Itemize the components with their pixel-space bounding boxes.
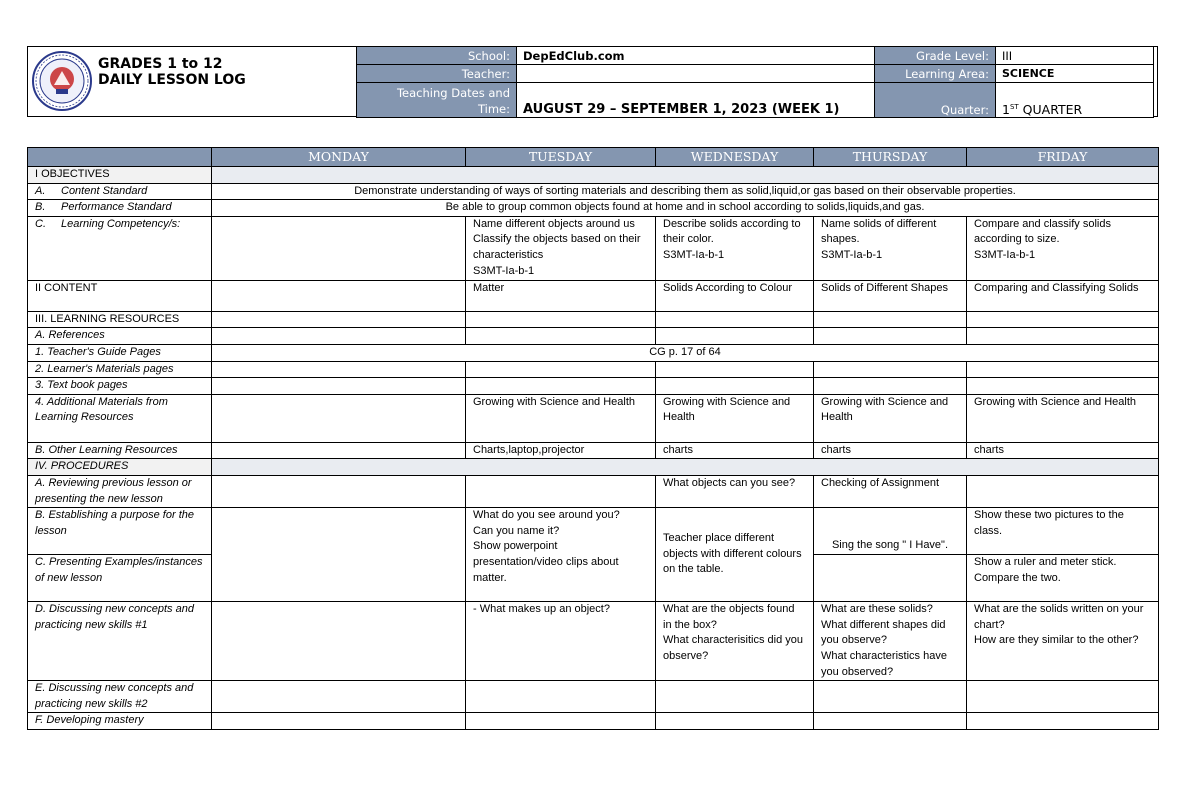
day-tuesday: TUESDAY <box>466 148 656 167</box>
cell-empty <box>466 311 656 328</box>
lesson-log-header <box>27 46 1158 117</box>
learning-resources-label: III. LEARNING RESOURCES <box>28 311 212 328</box>
textbook-pages-label: 3. Text book pages <box>28 378 212 395</box>
learning-competency-letter: C. <box>35 217 46 230</box>
cell-empty <box>814 361 967 378</box>
cell-empty <box>814 713 967 730</box>
procedures-section-fill <box>212 459 1159 476</box>
day-monday: MONDAY <box>212 148 466 167</box>
learning-area-value: SCIENCE <box>996 65 1154 83</box>
cell-empty <box>656 361 814 378</box>
performance-standard-label <box>28 200 212 217</box>
proc-b-friday: Show these two pictures to the class. <box>967 508 1159 555</box>
objectives-section-fill <box>212 167 1159 184</box>
procedures-section-label: IV. PROCEDURES <box>28 459 212 476</box>
cell-empty <box>466 681 656 713</box>
additional-thursday: Growing with Science and Health <box>814 394 967 442</box>
grade-level-value: III <box>996 47 1154 65</box>
header-info-table <box>356 46 1154 118</box>
content-tuesday: Matter <box>466 280 656 311</box>
additional-tuesday: Growing with Science and Health <box>466 394 656 442</box>
table-row <box>28 361 1159 378</box>
quarter-label: Quarter: <box>875 83 996 118</box>
cell-empty <box>466 378 656 395</box>
cell-empty <box>967 378 1159 395</box>
cell-empty <box>967 681 1159 713</box>
cell-empty <box>656 378 814 395</box>
proc-c-friday: Show a ruler and meter stick. Compare the two. <box>967 555 1159 602</box>
cell-empty <box>466 328 656 345</box>
cell-empty <box>814 378 967 395</box>
content-thursday: Solids of Different Shapes <box>814 280 967 311</box>
quarter-value <box>996 83 1154 118</box>
proc-e-label: E. Discussing new concepts and practicing new skills #2 <box>28 681 212 713</box>
competency-wednesday: Describe solids according to their color. S3MT-Ia-b-1 <box>656 216 814 280</box>
proc-a-friday <box>967 475 1159 507</box>
cell-empty <box>814 681 967 713</box>
table-row <box>28 378 1159 395</box>
document-title <box>98 56 246 88</box>
other-tuesday: Charts,laptop,projector <box>466 442 656 459</box>
cell-empty <box>967 328 1159 345</box>
table-row <box>28 681 1159 713</box>
proc-f-label: F. Developing mastery <box>28 713 212 730</box>
content-standard-text: Content Standard <box>61 184 148 197</box>
day-friday: FRIDAY <box>967 148 1159 167</box>
additional-wednesday: Growing with Science and Health <box>656 394 814 442</box>
proc-a-monday <box>212 475 466 507</box>
table-row <box>28 394 1159 442</box>
other-thursday: charts <box>814 442 967 459</box>
learners-materials-label: 2. Learner's Materials pages <box>28 361 212 378</box>
table-row <box>28 216 1159 280</box>
cell-empty <box>212 328 466 345</box>
title-line-2: DAILY LESSON LOG <box>98 72 246 88</box>
proc-a-label: A. Reviewing previous lesson or presenting the new lesson <box>28 475 212 507</box>
teaching-dates-value: AUGUST 29 – SEPTEMBER 1, 2023 (WEEK 1) <box>517 83 875 118</box>
content-monday <box>212 280 466 311</box>
proc-d-monday <box>212 602 466 681</box>
references-label: A. References <box>28 328 212 345</box>
cell-empty <box>656 681 814 713</box>
cell-empty <box>656 328 814 345</box>
teaching-dates-label-line2: Time: <box>477 102 510 116</box>
table-row <box>28 311 1159 328</box>
performance-standard-text: Performance Standard <box>61 201 172 214</box>
content-standard-value: Demonstrate understanding of ways of sorting materials and describing them as solid,liquid,or gas based on their observable properties. <box>212 183 1159 200</box>
performance-standard-letter: B. <box>35 201 46 214</box>
cell-empty <box>656 713 814 730</box>
proc-c-label: C. Presenting Examples/instances of new lesson <box>28 555 212 602</box>
additional-friday: Growing with Science and Health <box>967 394 1159 442</box>
cell-empty <box>212 713 466 730</box>
table-row <box>28 475 1159 507</box>
table-row <box>28 602 1159 681</box>
table-row <box>28 328 1159 345</box>
proc-a-tuesday <box>466 475 656 507</box>
cell-empty <box>212 311 466 328</box>
teaching-dates-label <box>357 83 517 118</box>
table-row <box>28 713 1159 730</box>
table-row <box>28 508 1159 555</box>
table-row <box>28 442 1159 459</box>
teachers-guide-label: 1. Teacher's Guide Pages <box>28 344 212 361</box>
proc-d-friday: What are the solids written on your chart? How are they similar to the other? <box>967 602 1159 681</box>
day-header-blank <box>28 148 212 167</box>
teaching-dates-label-line1: Teaching Dates and <box>396 86 510 100</box>
grade-level-label: Grade Level: <box>875 47 996 65</box>
proc-d-thursday: What are these solids? What different shapes did you observe? What characteristics have you observed? <box>814 602 967 681</box>
cell-empty <box>814 328 967 345</box>
school-value: DepEdClub.com <box>517 47 875 65</box>
other-resources-label: B. Other Learning Resources <box>28 442 212 459</box>
cell-empty <box>466 713 656 730</box>
teachers-guide-value: CG p. 17 of 64 <box>212 344 1159 361</box>
additional-monday <box>212 394 466 442</box>
title-line-1: GRADES 1 to 12 <box>98 56 223 72</box>
table-row <box>28 344 1159 361</box>
day-thursday: THURSDAY <box>814 148 967 167</box>
quarter-word: QUARTER <box>1022 102 1083 117</box>
learning-area-label: Learning Area: <box>875 65 996 83</box>
day-header-row <box>28 148 1159 167</box>
proc-a-thursday: Checking of Assignment <box>814 475 967 507</box>
teacher-label: Teacher: <box>357 65 517 83</box>
objectives-section-label: I OBJECTIVES <box>28 167 212 184</box>
proc-c-thursday <box>814 555 967 602</box>
table-row <box>28 183 1159 200</box>
competency-friday: Compare and classify solids according to size. S3MT-Ia-b-1 <box>967 216 1159 280</box>
day-wednesday: WEDNESDAY <box>656 148 814 167</box>
cell-empty <box>814 311 967 328</box>
content-standard-letter: A. <box>35 184 46 197</box>
cell-empty <box>967 713 1159 730</box>
proc-b-label: B. Establishing a purpose for the lesson <box>28 508 212 555</box>
cell-empty <box>967 311 1159 328</box>
table-row <box>28 200 1159 217</box>
deped-seal-icon <box>32 51 92 111</box>
proc-d-label: D. Discussing new concepts and practicing new skills #1 <box>28 602 212 681</box>
daily-lesson-log-table <box>27 147 1159 730</box>
competency-tuesday: Name different objects around us Classify the objects based on their characteristics S3MT-Ia-b-1 <box>466 216 656 280</box>
table-row <box>28 459 1159 476</box>
proc-a-wednesday: What objects can you see? <box>656 475 814 507</box>
quarter-number: 1 <box>1002 102 1010 117</box>
additional-materials-label: 4. Additional Materials from Learning Resources <box>28 394 212 442</box>
cell-empty <box>212 681 466 713</box>
school-label: School: <box>357 47 517 65</box>
other-friday: charts <box>967 442 1159 459</box>
cell-empty <box>466 361 656 378</box>
cell-empty <box>967 361 1159 378</box>
content-label: II CONTENT <box>28 280 212 311</box>
quarter-suffix: ST <box>1009 102 1019 111</box>
performance-standard-value: Be able to group common objects found at home and in school according to solids,liquids,and gas. <box>212 200 1159 217</box>
cell-empty <box>212 361 466 378</box>
learning-competency-label <box>28 216 212 280</box>
other-wednesday: charts <box>656 442 814 459</box>
proc-d-tuesday: - What makes up an object? <box>466 602 656 681</box>
content-wednesday: Solids According to Colour <box>656 280 814 311</box>
learning-competency-text: Learning Competency/s: <box>61 217 181 230</box>
content-friday: Comparing and Classifying Solids <box>967 280 1159 311</box>
proc-bc-monday <box>212 508 466 602</box>
competency-monday <box>212 216 466 280</box>
other-monday <box>212 442 466 459</box>
competency-thursday: Name solids of different shapes. S3MT-Ia-b-1 <box>814 216 967 280</box>
proc-b-thursday: Sing the song " I Have". <box>814 508 967 555</box>
table-row <box>28 167 1159 184</box>
proc-bc-tuesday: What do you see around you? Can you name it? Show powerpoint presentation/video clips about matter. <box>466 508 656 602</box>
proc-d-wednesday: What are the objects found in the box? What characterisitics did you observe? <box>656 602 814 681</box>
table-row <box>28 280 1159 311</box>
teacher-value <box>517 65 875 83</box>
logo-box <box>28 47 356 116</box>
cell-empty <box>656 311 814 328</box>
cell-empty <box>212 378 466 395</box>
content-standard-label <box>28 183 212 200</box>
proc-bc-wednesday: Teacher place different objects with different colours on the table. <box>656 508 814 602</box>
